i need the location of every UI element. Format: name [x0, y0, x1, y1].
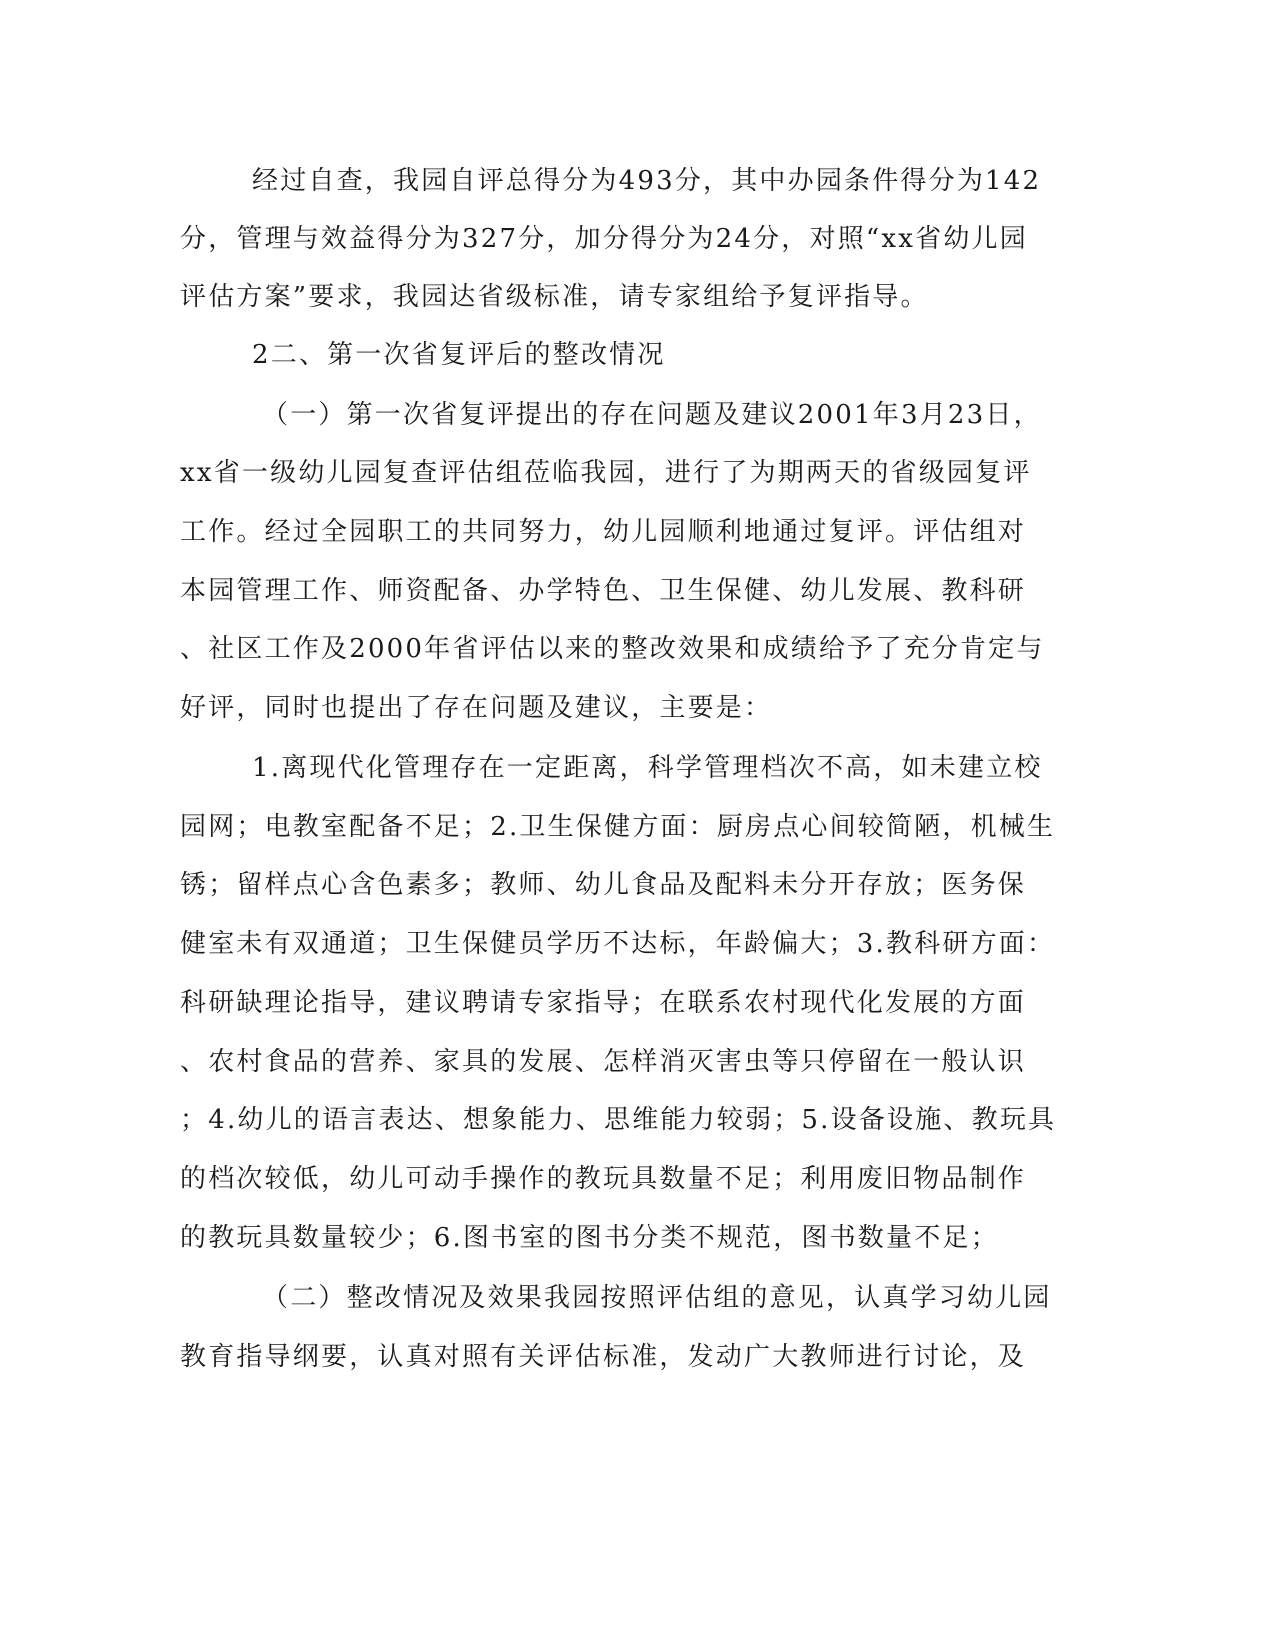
- paragraph-line: 1.离现代化管理存在一定距离，科学管理档次不高，如未建立校: [252, 753, 1043, 783]
- paragraph-line: 健室未有双通道；卫生保健员学历不达标，年龄偏大；3.教科研方面：: [180, 929, 1056, 959]
- paragraph-line: 评估方案”要求，我园达省级标准，请专家组给予复评指导。: [180, 282, 929, 312]
- paragraph-line: 园网；电教室配备不足；2.卫生保健方面：厨房点心间较简陋，机械生: [180, 812, 1056, 842]
- paragraph-line: 分，管理与效益得分为327分，加分得分为24分，对照“xx省幼儿园: [180, 224, 1028, 254]
- paragraph-line: （二）整改情况及效果我园按照评估组的意见，认真学习幼儿园: [262, 1283, 1052, 1313]
- paragraph-line: 的教玩具数量较少；6.图书室的图书分类不规范，图书数量不足；: [180, 1223, 999, 1253]
- paragraph-line: 、社区工作及2000年省评估以来的整改效果和成绩给予了充分肯定与: [180, 634, 1045, 664]
- paragraph-line: xx省一级幼儿园复查评估组莅临我园，进行了为期两天的省级园复评: [180, 458, 1032, 488]
- paragraph-line: 经过自查，我园自评总得分为493分，其中办园条件得分为142: [252, 166, 1042, 196]
- paragraph-line: 本园管理工作、师资配备、办学特色、卫生保健、幼儿发展、教科研: [180, 576, 1027, 606]
- paragraph-line: ；4.幼儿的语言表达、想象能力、思维能力较弱；5.设备设施、教玩具: [180, 1105, 1057, 1135]
- paragraph-line: 教育指导纲要，认真对照有关评估标准，发动广大教师进行讨论，及: [180, 1342, 1027, 1372]
- paragraph-line: 锈；留样点心含色素多；教师、幼儿食品及配料未分开存放；医务保: [180, 870, 1027, 900]
- paragraph-line: 科研缺理论指导，建议聘请专家指导；在联系农村现代化发展的方面: [180, 988, 1027, 1018]
- paragraph-line: 的档次较低，幼儿可动手操作的教玩具数量不足；利用废旧物品制作: [180, 1164, 1027, 1194]
- paragraph-line: 、农村食品的营养、家具的发展、怎样消灭害虫等只停留在一般认识: [180, 1047, 1027, 1077]
- paragraph-line: 工作。经过全园职工的共同努力，幼儿园顺利地通过复评。评估组对: [180, 517, 1027, 547]
- section-heading: 2二、第一次省复评后的整改情况: [252, 340, 666, 370]
- paragraph-line: 好评，同时也提出了存在问题及建议，主要是：: [180, 693, 773, 723]
- paragraph-line: （一）第一次省复评提出的存在问题及建议2001年3月23日，: [262, 400, 1042, 430]
